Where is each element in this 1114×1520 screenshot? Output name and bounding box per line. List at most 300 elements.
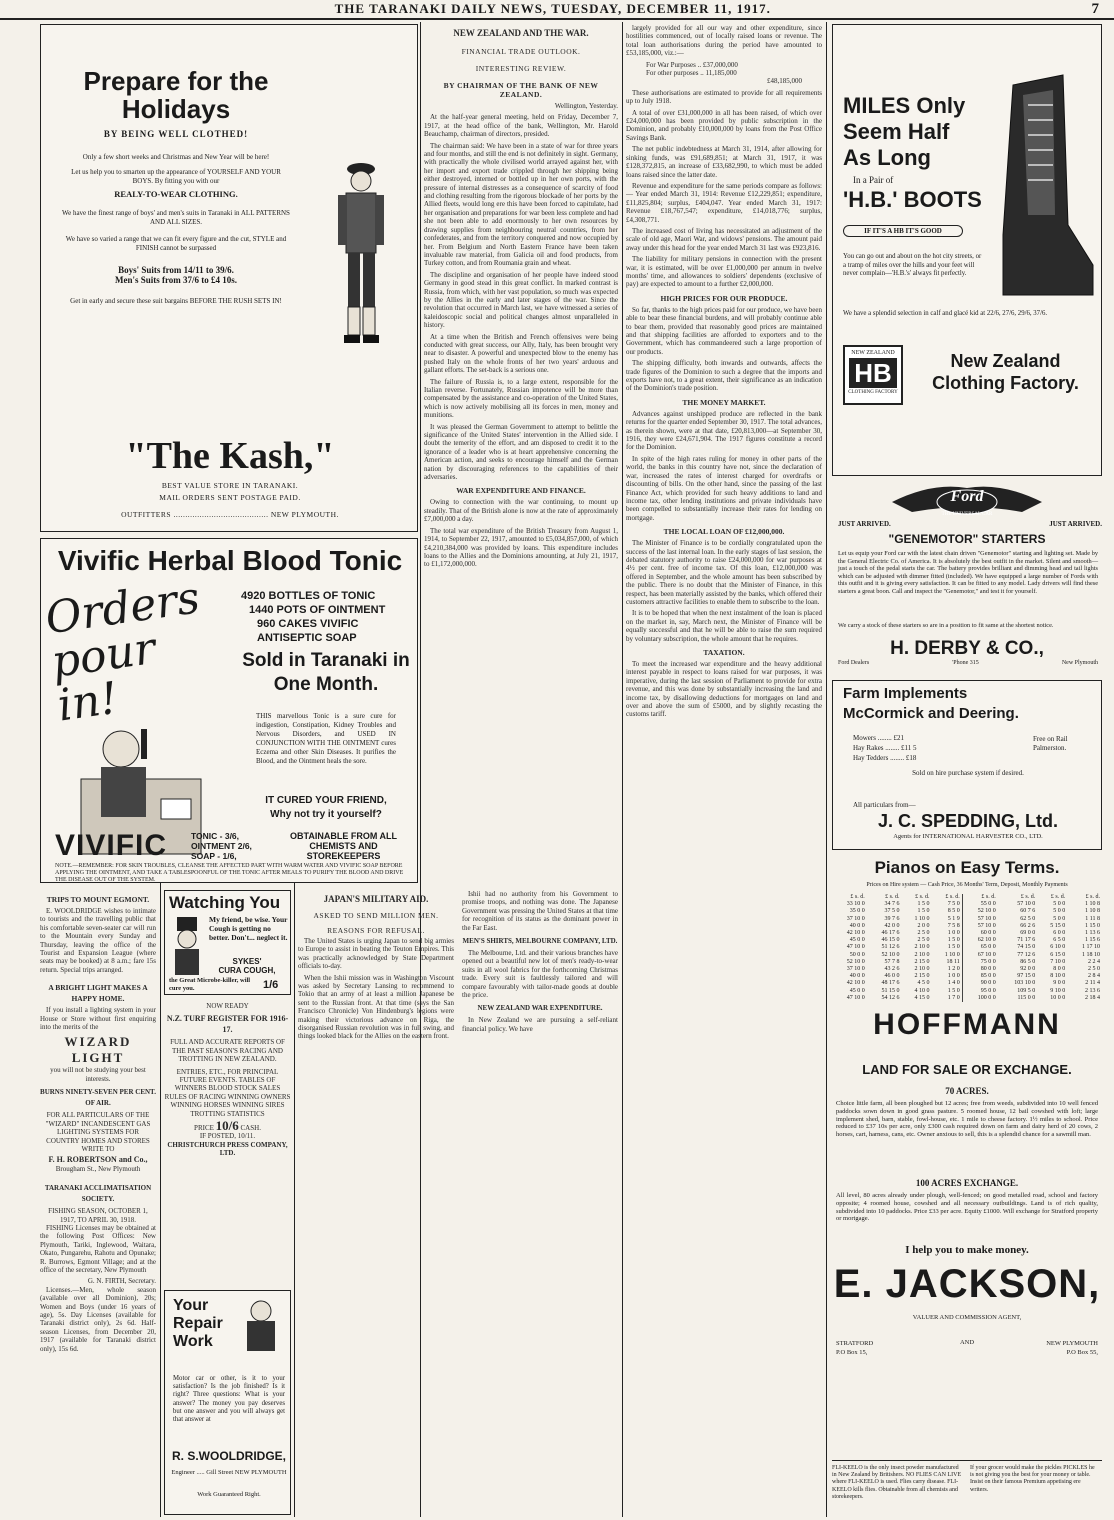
ad-miles-firm2: Clothing Factory. (932, 373, 1079, 393)
ad-flikeelo-p2: If your grocer would make the pickles PICKLES he is not giving you the best for your money or table. Insist on their famous Premium appetising ere writers. (970, 1465, 1095, 1493)
pianos-table-cell: 2 11 4 (1085, 980, 1100, 987)
pianos-table-cell: 69 0 0 (1020, 930, 1036, 937)
hb-badge-bottom: CLOTHING FACTORY (848, 390, 898, 395)
article-paragraph: In New Zealand we are pursuing a self-reliant financial policy. We have (462, 1016, 618, 1033)
ad-miles-body: You can go out and about on the hot city streets, or a tramp of miles over the hills and your feet will never complain—'H.B.'s' always fit perfectly. (843, 253, 982, 277)
pianos-table-cell: 42 10 0 (846, 980, 865, 987)
article-subheading: THE LOCAL LOAN OF £12,000,000. (663, 527, 785, 537)
ad-farm-hire: Sold on hire purchase system if desired. (912, 769, 1024, 777)
ad-vivific-stat1: 4920 BOTTLES OF TONIC (241, 590, 376, 602)
pianos-table-row (832, 923, 1102, 930)
ad-turf-body: FULL AND ACCURATE REPORTS OF THE PAST SEASON'S RACING AND TROTTING IN NEW ZEALAND. (170, 1038, 285, 1064)
ad-ford-title: "GENEMOTOR" STARTERS (888, 532, 1046, 546)
ad-miles-boots (832, 24, 1102, 476)
pianos-table-cell: 9 10 0 (1050, 987, 1066, 994)
ad-farm-row: Hay Rakes ........ £11 5 (853, 744, 917, 752)
pianos-table-cell: 8 5 0 (947, 908, 960, 915)
ad-turf-cash: CASH. (240, 1124, 261, 1133)
article-subheading: WAR EXPENDITURE AND FINANCE. (456, 486, 586, 496)
pianos-table-cell: 60 7 6 (1020, 908, 1036, 915)
ad-repair-work (164, 1290, 291, 1515)
boy-illustration-icon (326, 155, 396, 355)
pianos-table-cell: 2 10 0 (914, 951, 930, 958)
ad-land-m1: AND (959, 1339, 975, 1346)
article-japan-sub2: REASONS FOR REFUSAL. (327, 926, 425, 935)
pianos-table-cell: 9 0 0 (1053, 980, 1066, 987)
ad-farm-prices (853, 733, 1023, 763)
ad-vivific-script: Orders pour in! (42, 572, 203, 732)
ad-holidays-price1: Boys' Suits from 14/11 to 39/6. (118, 265, 234, 275)
ad-ford-genemotor (832, 480, 1102, 670)
ad-land-title: LAND FOR SALE OR EXCHANGE. (862, 1062, 1072, 1077)
ad-turf-list: ENTRIES, ETC., FOR PRINCIPAL FUTURE EVENTS. TABLES OF WINNERS BLOOD STOCK SALES RULES OF RACING WINNING OWNERS WINNING HORSES WINNING SIRES TROTTING STATISTICS (164, 1067, 291, 1118)
ad-holidays-body5: We have so varied a range that we can fit every figure and the cut, STYLE and FINISH cannot be surpassed (65, 235, 287, 252)
pianos-table-cell: 4 15 0 (914, 994, 930, 1001)
article-paragraph: At a time when the British and French offensives were being conducted with great success, our Ally, Italy, has been brought very near to disaster. A powerful and unexpected blow to the enemy has pushed Italy on the whole fronts of her two years' arduous and gallant efforts. The set-back is a serious one. (424, 332, 618, 375)
pianos-table-row (832, 966, 1102, 973)
pianos-table-cell: 62 5 0 (1020, 915, 1036, 922)
masthead-title: THE TARANAKI DAILY NEWS, TUESDAY, DECEMBER 11, 1917. (334, 1, 771, 16)
ad-miles-brand: 'H.B.' BOOTS (843, 187, 982, 212)
ad-ford-firm: H. DERBY & CO., (890, 638, 1044, 659)
ad-land-l2: P.O Box 15, (836, 1349, 868, 1356)
pianos-table-cell: 95 0 0 (962, 988, 998, 995)
pianos-table-cell: 2 5 0 (1088, 966, 1100, 973)
pianos-table-cell: 1 11 8 (1085, 915, 1100, 922)
pianos-table-cell: 7 5 8 (947, 922, 960, 929)
pianos-table-cell: £ s. d. (1085, 894, 1100, 900)
ad-holidays-body6: Get in early and secure these suit bargains BEFORE THE RUSH SETS IN! (70, 297, 282, 305)
ad-vivific-obtain: OBTAINABLE FROM ALL CHEMISTS AND STOREKEEPERS (290, 831, 397, 861)
pianos-table-cell: 5 0 0 (1053, 915, 1066, 922)
pianos-table-cell: 52 10 0 (846, 958, 865, 965)
ad-ford-phone: 'Phone 315 (952, 660, 979, 666)
pianos-table-cell: 1 2 0 (947, 966, 960, 973)
pianos-table-cell: £ s. d. (1020, 894, 1036, 900)
pianos-table-cell: 90 0 0 (962, 980, 998, 987)
ad-pianos-firm: HOFFMANN (873, 1008, 1061, 1041)
pianos-table-cell: 55 0 0 (962, 901, 998, 908)
ad-watching-brand2: CURA COUGH, (218, 966, 276, 975)
ad-land-r1: NEW PLYMOUTH (1046, 1340, 1098, 1347)
article-paragraph: These authorisations are estimated to provide for all requirements up to July 1918. (626, 88, 822, 106)
ad-land-p1: Choice little farm, all been ploughed but 12 acres; free from weeds, subdivided into 10 well fenced paddocks sown down in good grass pasture. 5 roomed house, 12 bail cowshed with loft; large implement shed, barn, stable, fowl-house, etc. 1 mile to cheese factory. 1½ miles to school. Price reduced to £37 10s per acre, only £300 cash required down on farm and dairy herd of 20 cows, 2 horses, cart, harness, cans, etc. Owner anxious to sell, this is a splendid chance for a sawmill man. (836, 1100, 1098, 1139)
pianos-table-cell: 1 13 6 (1085, 930, 1100, 937)
licenses-text: Licenses.—Men, whole season (available over all Dominion), 20s; Women and Boys (under 16 years of age), 5s. Day Licenses (available for Taranaki district only), 2s 6d. Half-season Licenses, from December 20, 1917 (available for Taranaki district only), 15s 6d. (40, 1285, 156, 1353)
article-nz-war-sub1: FINANCIAL TRADE OUTLOOK. (461, 47, 581, 56)
pianos-table-row (832, 995, 1102, 1002)
pianos-table-row (832, 930, 1102, 937)
pianos-table-cell: 37 10 0 (846, 966, 865, 973)
pianos-table-row (832, 944, 1102, 951)
pianos-table-cell: 39 7 6 (884, 915, 900, 922)
ad-watching-brand (205, 957, 289, 975)
ad-holidays-price2: Men's Suits from 37/6 to £4 10s. (114, 275, 238, 285)
article-japan-sub1: ASKED TO SEND MILLION MEN. (313, 911, 439, 920)
article-subheading: TAXATION. (703, 648, 745, 657)
ad-vivific-note: NOTE.—REMEMBER: FOR SKIN TROUBLES, CLEANSE THE AFFECTED PART WITH WARM WATER AND VIVIFIC SOAP BEFORE APPLYING THE OINTMENT, AND TAKE A TABLESPOONFUL OF THE TONIC AFTER MEALS TO PURIFY THE BLOOD AND DRIVE THE DISEASE OUT OF THE SYSTEM. (55, 863, 404, 883)
article-paragraph: largely provided for all our way and other expenditure, since hostilities commenced, out of locally raised loans or revenue. The total loan authorisations during the period have amounted to £53,185,000, viz.:— (626, 24, 822, 58)
pianos-table-cell: 71 17 6 (1017, 937, 1036, 944)
pianos-table-row (832, 988, 1102, 995)
pianos-table-cell: 35 0 0 (849, 908, 865, 915)
ad-holidays-tag3: OUTFITTERS ........................................ NEW PLYMOUTH. (121, 510, 339, 519)
pianos-table-cell: 2 15 0 (914, 973, 930, 980)
pianos-table-row (832, 908, 1102, 915)
article-paragraph: The increased cost of living has necessitated an adjustment of the scale of old age, Maori War, and widows' pensions. The amount paid away under this head for the year ended March 31 last was £923,816. (626, 226, 822, 252)
pianos-table-cell: 47 10 0 (846, 944, 865, 951)
trips-heading: TRIPS TO MOUNT EGMONT. (46, 895, 150, 904)
ad-farm-row: Mowers ........ £21 (853, 734, 904, 742)
pianos-table-cell: 1 18 10 (1082, 951, 1100, 958)
pianos-table-cell: 45 0 0 (849, 937, 865, 944)
article-subheading: THE MONEY MARKET. (682, 397, 766, 407)
pianos-table-cell: 6 15 0 (1050, 951, 1066, 958)
ad-land-sale (832, 1054, 1102, 1424)
ad-vivific-brand: VIVIFIC (55, 829, 168, 862)
article-paragraph: It was pleased the German Government to attempt to belittle the significance of the United States' intervention in the Allied side. I doubt the temerity of the effort, and am disposed to credit it to the ignorance of a leader who is at heart apprehensive concerning the American action, and seeks to encourage himself and the German nation by discouraging references to the capabilities of their adversaries. (424, 422, 618, 482)
ad-flikeelo (832, 1460, 1102, 1516)
pianos-table-cell: 52 10 0 (962, 908, 998, 915)
ad-holidays-body3: REALY-TO-WEAR CLOTHING. (114, 189, 238, 199)
pianos-table-cell: 77 12 6 (1017, 951, 1036, 958)
pianos-table-cell: 2 2 4 (1088, 958, 1100, 965)
article-paragraph: The failure of Russia is, to a large extent, responsible for the Italian reverse. Fortunately, Russian impotence will be more than compensated by the assistance and co-operation of the United States, which is now actively mobilising all its forces in men, money and munitions. (424, 377, 618, 420)
ad-farm-side: Free on Rail Palmerston. (1033, 735, 1068, 752)
ad-vivific-cure2: Why not try it yourself? (270, 809, 382, 820)
ad-repair-body: Motor car or other, is it to your satisfaction? Is the job finished? Is it right? Three questions: What is your answer? The money you pay deserves but one answer and you will always get that answer at (173, 1375, 285, 1424)
column-3-lower (298, 890, 618, 1515)
article-paragraph: The discipline and organisation of her people have indeed stood Germany in good stead in this great conflict. In marked contrast is Russia, from which, with her vast population, so much was expected by the Allies in the early and later stages of the war. Since the revolution that occurred in March last, we have witnessed a series of kaleidoscopic social and political changes almost unparalleled in history. (424, 270, 618, 330)
ad-vivific-sold2: One Month. (273, 674, 379, 695)
pianos-table-cell: 1 15 6 (1085, 937, 1100, 944)
pianos-table-cell: 1 0 0 (947, 930, 960, 937)
pianos-table-cell: 67 10 0 (962, 952, 998, 959)
column-left-lower (40, 890, 156, 1515)
ford-logo-sub: THE UNIVERSAL CAR (941, 512, 993, 517)
article-paragraph: The liability for military pensions in connection with the present war, it is estimated, will be over £1,000,000 per annum in twelve months' time, and allowances to soldiers' dependents (exclusive of pay) are expected to amount to a further £2,000,000. (626, 255, 822, 289)
pianos-table-cell: 2 8 4 (1088, 973, 1100, 980)
ad-farm-agents: Agents for INTERNATIONAL HARVESTER CO., LTD. (893, 833, 1043, 840)
robertson-firm: F. H. ROBERTSON and Co., (48, 1155, 148, 1165)
pianos-table-cell: 7 5 0 (947, 901, 960, 908)
pianos-table-cell: 50 0 0 (849, 951, 865, 958)
pianos-table-row (832, 959, 1102, 966)
article-paragraph: The United States is urging Japan to send big armies to Europe to assist in beating the Teuton Empires. This was practically acknowledged by State Department officials to-day. (298, 937, 454, 971)
ad-repair-firm: R. S.WOOLDRIDGE, (172, 1449, 286, 1463)
ad-farm-firm: J. C. SPEDDING, Ltd. (877, 811, 1059, 831)
article-japan-heading: JAPAN'S MILITARY AID. (323, 894, 429, 904)
article-paragraph: Revenue and expenditure for the same periods compare as follows:— Year ended March 31, 1914: Revenue £12,229,851; expenditure, £11,825,804; surplus, £404,047. Year ended March 31, 1917: Revenue £18,767,547; expenditure, £14,018,776; surplus, £4,308,771. (626, 181, 822, 224)
pianos-table-cell: £ s. d. (885, 894, 900, 900)
ad-farm-implements (832, 680, 1102, 850)
pianos-table-cell: 46 0 0 (884, 973, 900, 980)
pianos-table-cell: 37 10 0 (846, 915, 865, 922)
pianos-table-cell: 115 0 0 (1017, 994, 1036, 1001)
article-nz-war-sub3: BY CHAIRMAN OF THE BANK OF NEW ZEALAND. (443, 81, 599, 99)
ad-turf-price-line (164, 1118, 291, 1134)
pianos-table-cell: 1 10 0 (944, 951, 960, 958)
acclimatisation-heading: TARANAKI ACCLIMATISATION SOCIETY. (44, 1184, 152, 1204)
pianos-table-cell: 97 15 0 (1017, 973, 1036, 980)
policeman-icon (169, 915, 205, 975)
pianos-price-table (832, 894, 1102, 1002)
article-subheading: NEW ZEALAND WAR EXPENDITURE. (477, 1004, 603, 1013)
pianos-table-cell: 2 0 0 (917, 922, 930, 929)
page-number: 7 (1091, 0, 1100, 17)
article-paragraph: The Melbourne, Ltd. and their various branches have opened out a beautiful new lot of men's ready-to-wear suits in all wool fabrics for the forthcoming Christmas trade. Every suit is faultlessly tailored and will compare favourably with tailor-made goods at double the price. (462, 949, 618, 1000)
pianos-table-cell: 57 10 0 (962, 916, 998, 923)
ad-land-r2: P.O Box 55, (1066, 1349, 1098, 1356)
pianos-table-cell: 1 17 10 (1082, 944, 1100, 951)
ad-pianos-title: Pianos on Easy Terms. (874, 858, 1060, 877)
pianos-table-cell: 8 10 0 (1050, 973, 1066, 980)
ad-land-s2: 100 ACRES EXCHANGE. (915, 1178, 1019, 1188)
article-nz-war-sub2: INTERESTING REVIEW. (475, 64, 567, 73)
pianos-table-cell: 2 18 4 (1085, 994, 1100, 1001)
pianos-table-cell: 86 5 0 (1020, 958, 1036, 965)
ad-turf-now: NOW READY (206, 1002, 249, 1010)
fishing-signature: G. N. FIRTH, Secretary. (87, 1277, 156, 1286)
column-4 (626, 24, 822, 1516)
ad-farm-part: All particulars from— (853, 801, 916, 809)
robertson-address: Brougham St., New Plymouth (55, 1164, 141, 1173)
ad-turf-price-label: PRICE (194, 1124, 214, 1133)
article-nz-war-heading: NEW ZEALAND AND THE WAR. (453, 28, 589, 38)
ad-ford-body: Let us equip your Ford car with the latest chain driven "Genemotor" starting and lighting set. Made by the General Electric Co. of America. It is absolutely the best outfit in the market. Silent and smooth—just a touch of the pedal starts the car. The battery provides brilliant and dimming head and tail lights which can be adjusted with dimmer fitted (included). We have equipped a large number of Fords with this outfit and it is giving every satisfaction. It can be fitted to any model. Lady drivers will find these starters a great boon. Call and inspect the "Genemotor," and test it for yourself. (838, 550, 1098, 595)
ad-land-left (836, 1339, 916, 1357)
pianos-table-cell: 1 5 0 (917, 901, 930, 908)
pianos-table-cell: 7 10 0 (1050, 958, 1066, 965)
pianos-table-cell: 66 2 6 (1020, 922, 1036, 929)
article-dateline: Wellington, Yesterday. (554, 102, 618, 110)
pianos-table-cell: 52 10 0 (881, 951, 900, 958)
ad-miles-stock: We have a splendid selection in calf and glacé kid at 22/6, 27/6, 29/6, 37/6. (843, 310, 1048, 317)
ad-vivific-prices: TONIC - 3/6, OINTMENT 2/6, SOAP - 1/6, (191, 831, 252, 861)
pianos-table-cell: £ s. d. (962, 894, 998, 901)
ad-ford-just2: JUST ARRIVED. (1049, 520, 1102, 528)
ad-repair-title: Your Repair Work (173, 1297, 223, 1350)
article-paragraph: The shipping difficulty, both inwards and outwards, affects the trade figures of the Dominion to such a degree that the imports and exports have not, to a great extent, their significance as an indication of the Dominion's trade position. (626, 359, 822, 393)
article-paragraph: A total of over £31,000,000 in all has been raised, of which over £24,000,000 has been provided by public subscription in the Dominion, and probably £10,000,000 by loans from the Post Office Savings Bank. (626, 108, 822, 142)
article-paragraph: To meet the increased war expenditure and the heavy additional interest payable in respect to loans raised for war purposes, it was imperative, during the last session of Parliament to provide for extra revenue, and this was done by substantially increasing the land and income tax, by disallowing deductions for mortgages on land and over and above the sum of £5000, and by slightly recasting the customs tariff. (626, 660, 822, 719)
pianos-table-cell: 65 0 0 (962, 944, 998, 951)
article-subheading: HIGH PRICES FOR OUR PRODUCE. (660, 293, 788, 303)
ad-watching-price: 1/6 (263, 979, 279, 991)
ad-holidays-tag1: BEST VALUE STORE IN TARANAKI. (161, 481, 299, 490)
pianos-table-row (832, 901, 1102, 908)
ad-farm-title2: McCormick and Deering. (843, 705, 1019, 722)
mechanic-icon (235, 1297, 287, 1351)
pianos-table-cell: 40 0 0 (849, 973, 865, 980)
ad-pianos-table-wrap (832, 894, 1102, 1002)
ad-holidays-brand: "The Kash," (125, 435, 335, 477)
pianos-table-cell: 8 0 0 (1053, 966, 1066, 973)
ad-miles-headline (843, 93, 983, 171)
pianos-table-cell: 2 5 0 (917, 937, 930, 944)
pianos-table-cell: 109 5 0 (1017, 987, 1036, 994)
ad-miles-firm1: New Zealand (950, 351, 1061, 371)
pianos-table-row (832, 980, 1102, 987)
article-paragraph: At the half-year general meeting, held on Friday, December 7, 1917, at the head office of the bank, Wellington, Mr. Harold Beauchamp, chairman of directors, presided. (424, 113, 618, 139)
ad-holidays-subtitle: BY BEING WELL CLOTHED! (103, 129, 249, 139)
fishing-season-heading: FISHING SEASON, OCTOBER 1, 1917, TO APRIL 30, 1918. (48, 1207, 148, 1224)
pianos-table-cell: 6 10 0 (1050, 944, 1066, 951)
ad-pianos-head: Prices on Hire system — Cash Price, 36 Months' Term, Deposit, Monthly Payments (866, 882, 1068, 888)
pianos-table-cell: 47 10 0 (846, 994, 865, 1001)
loan-row: For War Purposes .. £37,000,000 (646, 60, 738, 69)
ad-watching-you (164, 890, 291, 995)
ad-ford-just1: JUST ARRIVED. (838, 520, 891, 528)
pianos-table-cell: 85 0 0 (962, 973, 998, 980)
article-paragraph: It is to be hoped that when the next instalment of the loan is placed on the market in, say, March next, the Minister of Finance will be equally successful and that he will be able to raise the sum required by voluntary subscription, the whole amount that he requires. (626, 609, 822, 643)
pianos-table-cell: 2 13 6 (1085, 987, 1100, 994)
ford-logo-text: Ford (950, 488, 984, 505)
ad-vivific-sold1: Sold in Taranaki in (242, 650, 410, 671)
pianos-table-cell: 60 0 0 (962, 930, 998, 937)
ad-flikeelo-p1: FLI-KEELO is the only insect powder manufactured in New Zealand by Britishers. NO FLIES CAN LIVE where FLI-KEELO is used. Flies carry disease. FLI-KEELO kills flies. Obtainable from all chemists and storekeepers. (832, 1465, 962, 1500)
article-paragraph: The chairman said: We have been in a state of war for three years and four months, and still the end is not definitely in sight. Germany, with practically the whole civilised world arrayed against her, with her import and export trade crippled through her shipping being either destroyed, interned or bottled up in her own ports, with the pressure of internal distresses as a consequence of scarcity of food and clothing resulting from the rigorous blockade of her ports by the Allied fleets, would long ere this have been forced to capitulate, had her organisation and preparations for war been less complete and had she not been able to add enormously to her own resources by drawing supplies from neighbouring neutral countries, from her confederates, and from the territory conquered and now occupied by her. From Belgium and North Eastern France have been taken invaluable raw material, from Galicia oil and food products, from Turkey cotton, and from Roumania grain and wheat. (424, 141, 618, 268)
ad-land-firm: E. JACKSON, (833, 1262, 1101, 1306)
pianos-table-cell: 51 12 6 (881, 944, 900, 951)
pianos-table-cell: 1 5 0 (947, 987, 960, 994)
hb-badge-letters: HB (849, 358, 897, 388)
column-rule (826, 22, 827, 1517)
ad-land-l1: STRATFORD (836, 1340, 874, 1347)
pianos-table-cell: 45 0 0 (849, 987, 865, 994)
pianos-table-cell: 51 15 0 (881, 987, 900, 994)
article-paragraph: In spite of the high rates ruling for money in other parts of the world, the banks in this country have not, since the declaration of war, increased the rates of interest charged for overdrafts or discounting of bills. On the other hand, since the passing of the last Finance Act, which provided for such heavy additions to land and income tax, other lending institutions and private individuals have been compelled to substantially increase their rates for lending on mortgage. (626, 454, 822, 522)
article-subheading: MEN'S SHIRTS, MELBOURNE COMPANY, LTD. (462, 937, 618, 946)
ad-land-right (1018, 1339, 1098, 1357)
ad-miles-line1: MILES Only (843, 93, 966, 118)
pianos-table-cell: 6 0 0 (1053, 930, 1066, 937)
article-paragraph: When the Ishii mission was in Washington Viscount was asked by Secretary Lansing to recommend to Tokio that an army of at least a million Japanese be sent to the Russian front. At that time (says the San Francisco Chronicle) Von Hindenburg's legions were making their victorious advance on Riga, the disorganised Russian revolution was in full swing, and things looked black for the Allies on the eastern front. (298, 973, 454, 1041)
pianos-table-cell: 2 10 0 (914, 944, 930, 951)
masthead (0, 0, 1114, 20)
pianos-table-cell: 46 17 6 (881, 930, 900, 937)
ad-miles-line2: Seem Half (843, 119, 950, 144)
ad-land-tag: VALUER AND COMMISSION AGENT, (912, 1314, 1022, 1321)
ad-repair-address: Engineer ..... Gill Street NEW PLYMOUTH (171, 1469, 287, 1476)
article-paragraph: The total war expenditure of the British Treasury from August 1, 1914, to September 22, 1917, amounted to £5,034,857,000, of which £4,210,384,000 was provided by loans. This expenditure includes loans to the Allies and the Dominions amounting, at July 21, 1917, to £1,172,000,000. (424, 526, 618, 569)
ad-holidays-brand-block (51, 435, 409, 519)
ad-miles-ribbon: IF IT'S A HB IT'S GOOD (843, 225, 963, 237)
ad-holidays-title1: Prepare for the (83, 66, 269, 96)
pianos-table-cell: £ s. d. (850, 894, 865, 900)
article-paragraph: The net public indebtedness at March 31, 1914, after allowing for sinking funds, was £91,689,851; at March 31, 1917, it was £128,372,815, an increase of £33,682,990, to which must be added loans raised since the latter date. (626, 145, 822, 179)
pianos-table-row (832, 937, 1102, 944)
hb-badge-top: NEW ZEALAND (851, 350, 895, 356)
ad-holidays-body4: We have the finest range of boys' and men's suits in Taranaki in ALL PATTERNS AND ALL SIZES. (62, 209, 290, 226)
pianos-table-cell: 75 0 0 (962, 959, 998, 966)
boot-illustration-icon (983, 65, 1098, 305)
pianos-table-cell: 1 4 0 (947, 980, 960, 987)
ad-land-s1: 70 ACRES. (945, 1086, 989, 1096)
pianos-table-cell: 1 7 0 (947, 994, 960, 1001)
ad-miles-firm (913, 350, 1098, 394)
pianos-table-cell: 5 15 0 (1050, 922, 1066, 929)
pianos-table-cell: 2 10 0 (914, 966, 930, 973)
article-paragraph: So far, thanks to the high prices paid for our produce, we have been able to bear these financial burdens, and will probably continue able to bear them, provided that reasonably good prices are maintained and that shipping facilities are afforded to exporters and to the Government, which has commandeered such a large proportion of our products. (626, 305, 822, 356)
bright-light-text: If you install a lighting system in your House or Store without first enquiring into the merits of the (40, 1006, 156, 1032)
article-paragraph: The Minister of Finance is to be cordially congratulated upon the success of the last internal loan. In the early stages of last session, the debated statutory authority to raise £24,000,000 for war purposes at 4½ per cent. free of income tax. Of this loan, £12,000,000 was offered in September, and the whole amount has been subscribed by the public. There is no doubt that the Minister of Finance, in this respect, has been materially assisted by the banks, which offered their customers attractive facilities to enable them to subscribe to the loan. (626, 539, 822, 606)
pianos-table-cell: £ s. d. (1050, 894, 1066, 900)
pianos-table-cell: 6 5 0 (1053, 937, 1066, 944)
pianos-table-cell: 92 0 0 (1020, 966, 1036, 973)
ad-land-help: I help you to make money. (905, 1244, 1029, 1256)
wizard-light-title: WIZARD LIGHT (64, 1034, 132, 1066)
pianos-table-cell: 48 17 6 (881, 980, 900, 987)
pianos-table-cell: 57 10 0 (1017, 901, 1036, 908)
pianos-table-cell: 1 5 0 (947, 937, 960, 944)
pianos-table-cell: £ s. d. (915, 894, 930, 900)
ad-miles-line3: As Long (843, 145, 931, 170)
pianos-table-cell: 54 12 6 (881, 994, 900, 1001)
ad-repair-tag: Work Guaranteed Right. (197, 1491, 261, 1498)
pianos-table-cell: 1 10 0 (914, 915, 930, 922)
ad-vivific-sold (241, 649, 411, 697)
ad-holidays-text (61, 67, 291, 306)
pianos-table-cell: 5 0 0 (1053, 901, 1066, 908)
ad-ford-left: Ford Dealers (838, 660, 870, 666)
pianos-table-cell: 1 15 0 (1085, 922, 1100, 929)
pianos-table-cell: 4 10 0 (914, 987, 930, 994)
pianos-table-cell: 2 5 0 (917, 930, 930, 937)
ad-farm-title1: Farm Implements (843, 685, 968, 702)
pianos-table-cell: 43 2 6 (884, 966, 900, 973)
pianos-table-row (832, 894, 1102, 901)
ad-holidays (40, 24, 418, 532)
pianos-table-row (832, 952, 1102, 959)
loan-row: For other purposes .. 11,185,000 (646, 69, 737, 78)
pianos-table-row (832, 973, 1102, 980)
ad-watching-tag: the Great Microbe-killer, will cure you. (169, 977, 251, 992)
pianos-table-cell: 1 0 0 (947, 973, 960, 980)
ad-miles-line4: In a Pair of (853, 175, 894, 185)
pianos-table-cell: 1 5 0 (917, 908, 930, 915)
pianos-table-cell: 100 0 0 (962, 995, 998, 1002)
loan-total: £48,185,000 (767, 77, 802, 86)
fishing-text: FISHING Licenses may be obtained at the following Post Offices: New Plymouth, Tariki, Inglewood, Waitara, Okato, Pungarehu, Rahotu and Opunake; R. Burrows, Egmont Village; and at the office of the secretary, New Plymouth (40, 1223, 156, 1274)
pianos-table-cell: 33 10 0 (846, 901, 865, 908)
wizard-particulars: FOR ALL PARTICULARS OF THE "WIZARD" INCANDESCENT GAS LIGHTING SYSTEMS FOR COUNTRY HOMES AND STORES WRITE TO (45, 1111, 151, 1153)
pianos-table-cell: 46 15 0 (881, 937, 900, 944)
ad-watching-title: Watching You (169, 893, 281, 912)
article-paragraph: Advances against unshipped produce are reflected in the bank returns for the quarter ended September 30, 1917. The total advances, as therein shown, were at that date, £20,813,000—at September 30, 1916, they were £24,671,904. The 1917 figures constitute a record for the Dominion. (626, 409, 822, 452)
article-paragraph: Ishii had no authority from his Government to promise troops, and nothing was done. The Japanese Government was pressing the United States at that time for recognition of its status as the dominant power in the Far East. (462, 890, 618, 932)
ad-farm-row: Hay Tedders ........ £18 (853, 754, 917, 762)
burns-heading: BURNS NINETY-SEVEN PER CENT. OF AIR. (40, 1088, 156, 1108)
ad-holidays-title2: Holidays (121, 94, 231, 124)
article-paragraph: Owing to connection with the war continuing, to mount up steadily. That of the British alone is now at the rate of approximately £7,000,000 a day. (424, 498, 618, 524)
trips-text: E. WOOLDRIDGE wishes to intimate to tourists and the travelling public that his comfortable seven-seater car will run to the Mountain every Sunday and Thursday, leaving the office of the Tourist and Expansion League (where seats may be booked) at 8 a.m.; fare 15s return. Special trips arranged. (40, 907, 156, 974)
pianos-table-cell: 37 5 0 (884, 908, 900, 915)
pianos-table-cell: 18 11 (946, 958, 960, 965)
pianos-table-cell: 10 0 0 (1050, 994, 1066, 1001)
pianos-table-cell: 103 10 0 (1014, 980, 1036, 987)
ad-holidays-body1: Only a few short weeks and Christmas and New Year will be here! (82, 153, 270, 161)
ad-vivific-body: THIS marvellous Tonic is a sure cure for indigestion, Constipation, Kidney Troubles and Nervous Disorders, and USED IN CONJUNCTION WITH THE OINTMENT cures Eczema and other Skin Diseases. It purifies the Blood, and the Ointment heals the sore. (256, 712, 396, 765)
ad-vivific-stats (241, 589, 411, 645)
bright-light-heading: A BRIGHT LIGHT MAKES A HAPPY HOME. (48, 983, 148, 1004)
pianos-table-cell: 4 5 0 (917, 980, 930, 987)
pianos-table-cell: 40 0 0 (849, 922, 865, 929)
pianos-table-cell: 80 0 0 (962, 966, 998, 973)
ad-holidays-body2: Let us help you to smarten up the appearance of YOURSELF AND YOUR BOYS. By fitting you with our (71, 168, 281, 185)
pianos-table-cell: 1 10 8 (1085, 901, 1100, 908)
ad-ford-right: New Plymouth (1061, 660, 1098, 666)
